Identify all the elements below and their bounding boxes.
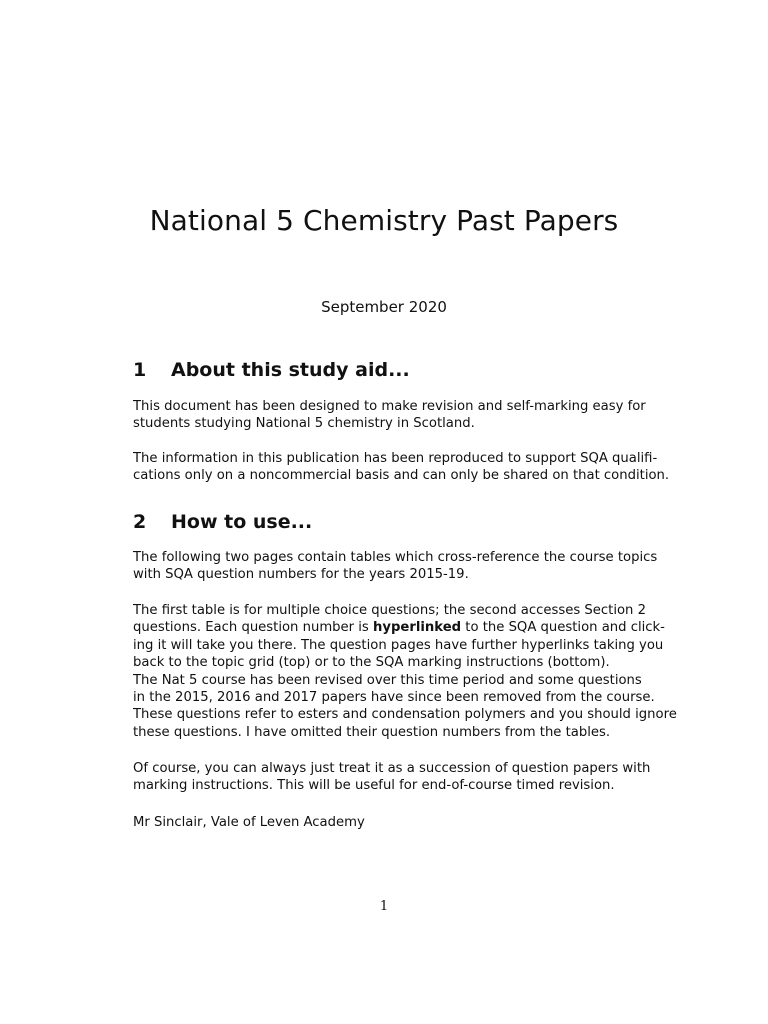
text-fragment: questions. Each question number is [133,620,373,636]
paragraph-tables-usage [133,602,677,741]
section-number: 2 [133,511,147,533]
section-title: How to use... [171,511,313,533]
paragraph-timed-revision [133,760,651,795]
text-line: in the 2015, 2016 and 2017 papers have since been removed from the course. [133,690,655,706]
text-line: The first table is for multiple choice questions; the second accesses Section 2 [133,603,646,618]
author-signature [133,814,635,831]
section-heading-about [133,359,410,381]
text-line: This document has been designed to make revision and self-marking easy for [133,399,646,414]
page-number: 1 [379,899,389,914]
text-fragment: to the SQA question and click- [461,620,665,636]
text-line: Of course, you can always just treat it as a succession of question papers with [133,761,651,776]
text-line: These questions refer to esters and condensation polymers and you should ignore [133,707,677,723]
text-line [133,619,665,636]
text-line: back to the topic grid (top) or to the SQA marking instructions (bottom). [133,655,610,671]
text-line: these questions. I have omitted their question numbers from the tables. [133,724,611,740]
paragraph-tables-intro [133,549,658,584]
hyperlinked-term: hyperlinked [373,620,462,636]
section-title: About this study aid... [171,359,410,381]
text-line: students studying National 5 chemistry in Scotland. [133,416,475,432]
section-number: 1 [133,359,147,381]
text-line: marking instructions. This will be useful for end-of-course timed revision. [133,778,615,794]
section-heading-how-to-use [133,511,312,533]
document-date: September 2020 [321,298,447,316]
text-line: The Nat 5 course has been revised over this time period and some questions [133,672,642,688]
text-line: cations only on a noncommercial basis and can only be shared on that condition. [133,468,670,484]
text-line: The following two pages contain tables which cross-reference the course topics [133,550,658,565]
text-line: The information in this publication has been reproduced to support SQA qualifi- [133,451,658,466]
document-title: National 5 Chemistry Past Papers [149,204,619,237]
text-line: Mr Sinclair, Vale of Leven Academy [133,815,365,830]
paragraph-about-purpose [133,398,646,433]
paragraph-about-copyright [133,450,670,485]
text-line: ing it will take you there. The question pages have further hyperlinks taking you [133,637,664,653]
text-line: with SQA question numbers for the years 2015-19. [133,567,469,583]
